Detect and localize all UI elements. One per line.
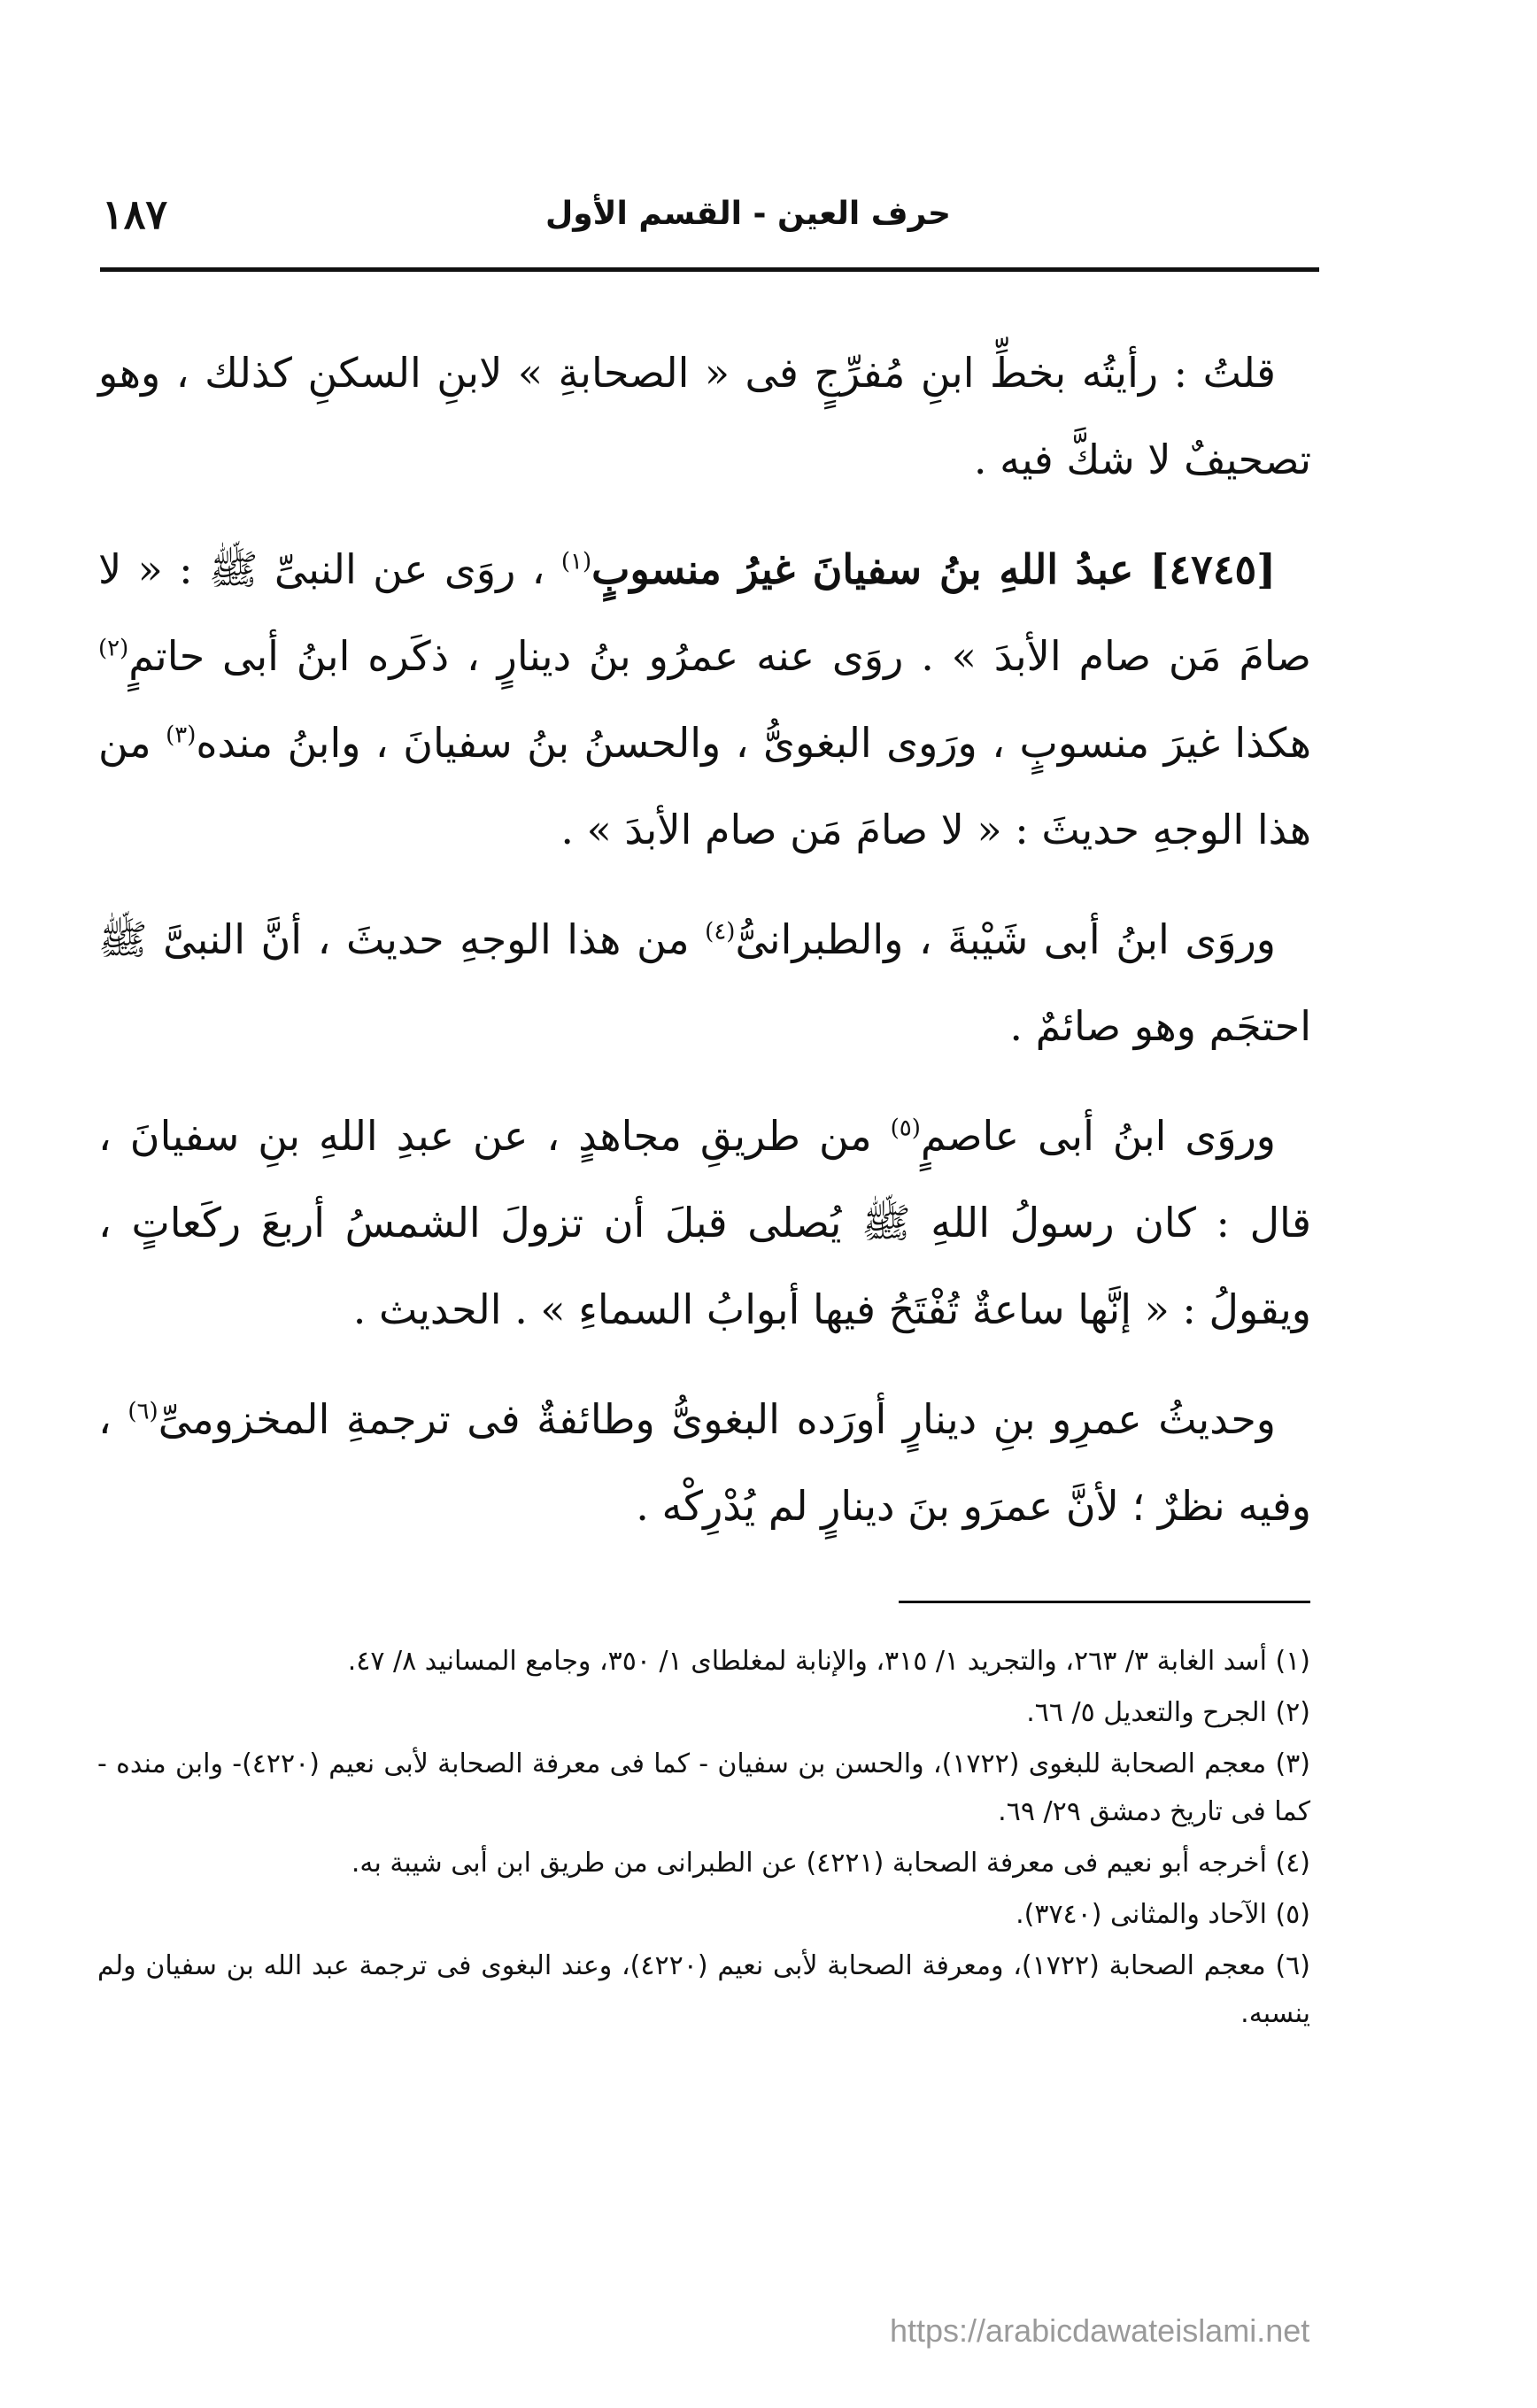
footnote-divider <box>899 1601 1310 1603</box>
entry-text-part-3: من هذا الوجهِ حديثَ : « لا صامَ مَن صام الأبدَ » . <box>98 719 1311 853</box>
footnote-6: (٦) معجم الصحابة (١٧٢٢)، ومعرفة الصحابة لأبى نعيم (٤٢٢٠)، وعند البغوى فى ترجمة عبد الله بن سفيان ولم ينسبه. <box>97 1950 1311 2029</box>
footnote-3: (٣) معجم الصحابة للبغوى (١٧٢٢)، والحسن بن سفيان - كما فى معرفة الصحابة لأبى نعيم (٤٢٢٠)- وابن منده - كما فى تاريخ دمشق ٢٩/ ٦٩. <box>97 1748 1310 1827</box>
paragraph-4 <box>98 1092 1311 1353</box>
footnote-2: (٢) الجرح والتعديل ٥/ ٦٦. <box>1026 1697 1310 1728</box>
header-divider <box>100 267 1319 272</box>
page-header <box>102 190 1319 261</box>
paragraph-3-part-1: وروَى ابنُ أبى شَيْبةَ ، والطبرانىُّ <box>735 915 1276 963</box>
paragraph-3 <box>98 896 1311 1069</box>
entry-name: عبدُ اللهِ بنُ سفيانَ غيرُ منسوبٍ <box>591 545 1134 593</box>
paragraph-4-part-2: من طريقِ مجاهدٍ ، عن عبدِ اللهِ بنِ سفيانَ ، قال : كان رسولُ اللهِ ﷺ يُصلى قبلَ أن تزولَ الشمسُ أربعَ ركَعاتٍ ، ويقولُ : « إنَّها ساعةٌ تُفْتَحُ فيها أبوابُ السماءِ » . الحديث . <box>98 1112 1312 1333</box>
paragraph-3-part-2: من هذا الوجهِ حديثَ ، أنَّ النبىَّ ﷺ احتجَم وهو صائمٌ . <box>98 915 1311 1050</box>
footnote-ref-5[interactable]: (٥) <box>890 1115 921 1142</box>
paragraph-entry-4745 <box>98 526 1311 873</box>
footnote-5: (٥) الآحاد والمثانى (٣٧٤٠). <box>1016 1899 1310 1930</box>
footnote-ref-3[interactable]: (٣) <box>166 722 197 749</box>
paragraph-5-part-2: ، وفيه نظرٌ ؛ لأنَّ عمرَو بنَ دينارٍ لم يُدْرِكْه . <box>98 1395 1311 1530</box>
paragraph-4-part-1: وروَى ابنُ أبى عاصمٍ <box>920 1112 1276 1160</box>
entry-number: [٤٧٤٥] <box>1149 545 1277 593</box>
footnote-1: (١) أسد الغابة ٣/ ٢٦٣، والتجريد ١/ ٣١٥، والإنابة لمغلطاى ١/ ٣٥٠، وجامع المسانيد ٨/ ٤٧. <box>347 1646 1310 1677</box>
page-number: ١٨٧ <box>102 190 168 238</box>
paragraph-5 <box>98 1376 1311 1549</box>
footnote-ref-2[interactable]: (٢) <box>98 635 129 662</box>
paragraph-1: قلتُ : رأيتُه بخطِّ ابنِ مُفرِّجٍ فى « الصحابةِ » لابنِ السكنِ كذلك ، وهو تصحيفٌ لا شكَّ فيه . <box>98 349 1311 483</box>
footnote-ref-4[interactable]: (٤) <box>705 918 736 945</box>
running-title: حرف العين - القسم الأول <box>545 196 951 232</box>
paragraph-5-part-1: وحديثُ عمرِو بنِ دينارٍ أورَده البغوىُّ وطائفةٌ فى ترجمةِ المخزومىِّ <box>158 1395 1276 1443</box>
entry-text-part-2: هكذا غيرَ منسوبٍ ، ورَوى البغوىُّ ، والحسنُ بنُ سفيانَ ، وابنُ منده <box>196 719 1311 767</box>
footnotes <box>97 1638 1310 2041</box>
footnote-ref-6[interactable]: (٦) <box>127 1398 158 1425</box>
main-text <box>98 329 1311 1572</box>
footnote-4: (٤) أخرجه أبو نعيم فى معرفة الصحابة (٤٢٢١) عن الطبرانى من طريق ابن أبى شيبة به. <box>351 1848 1310 1879</box>
entry-text-part-1: ، روَى عن النبىِّ ﷺ : « لا صامَ مَن صام الأبدَ » . روَى عنه عمرُو بنُ دينارٍ ، ذكَره ابنُ أبى حاتمٍ <box>98 545 1311 680</box>
watermark-url: https://arabicdawateislami.net <box>890 2312 1310 2349</box>
footnote-ref-1[interactable]: (١) <box>560 548 592 575</box>
